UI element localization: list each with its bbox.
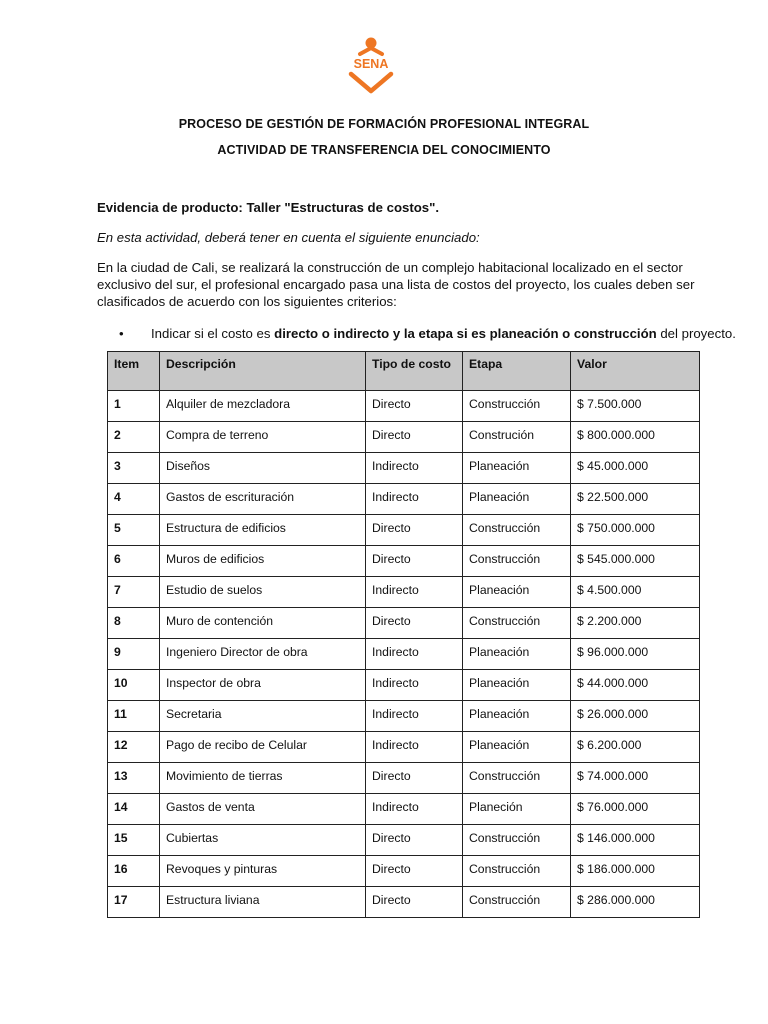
table-row (108, 887, 700, 918)
cell-item: 1 (108, 391, 160, 422)
cell-stage: Construcción (463, 515, 571, 546)
cell-item: 3 (108, 453, 160, 484)
cell-stage: Construcción (463, 546, 571, 577)
table-row (108, 422, 700, 453)
cell-value: $ 146.000.000 (571, 825, 700, 856)
cell-stage: Construcción (463, 763, 571, 794)
cell-cost-type: Indirecto (366, 577, 463, 608)
cell-description: Gastos de venta (160, 794, 366, 825)
cell-description: Inspector de obra (160, 670, 366, 701)
bullet-text (151, 325, 736, 342)
cell-description: Secretaria (160, 701, 366, 732)
cell-stage: Planeación (463, 639, 571, 670)
cell-item: 2 (108, 422, 160, 453)
cell-item: 14 (108, 794, 160, 825)
cell-cost-type: Directo (366, 515, 463, 546)
header-stage: Etapa (463, 352, 571, 391)
cell-item: 5 (108, 515, 160, 546)
cell-value: $ 96.000.000 (571, 639, 700, 670)
cell-item: 17 (108, 887, 160, 918)
cell-cost-type: Directo (366, 391, 463, 422)
cell-description: Compra de terreno (160, 422, 366, 453)
cell-value: $ 44.000.000 (571, 670, 700, 701)
cell-stage: Construcción (463, 608, 571, 639)
cell-cost-type: Indirecto (366, 794, 463, 825)
cell-item: 9 (108, 639, 160, 670)
cell-item: 15 (108, 825, 160, 856)
cell-stage: Construcción (463, 856, 571, 887)
cell-value: $ 750.000.000 (571, 515, 700, 546)
table-header-row (108, 352, 700, 391)
table-row (108, 856, 700, 887)
cell-description: Gastos de escrituración (160, 484, 366, 515)
cell-description: Estructura liviana (160, 887, 366, 918)
cell-description: Alquiler de mezcladora (160, 391, 366, 422)
cell-cost-type: Directo (366, 856, 463, 887)
cell-cost-type: Indirecto (366, 453, 463, 484)
cell-stage: Construción (463, 422, 571, 453)
cell-item: 12 (108, 732, 160, 763)
cell-cost-type: Directo (366, 887, 463, 918)
cell-cost-type: Directo (366, 608, 463, 639)
cell-stage: Construcción (463, 825, 571, 856)
cell-value: $ 2.200.000 (571, 608, 700, 639)
table-row (108, 763, 700, 794)
cell-description: Movimiento de tierras (160, 763, 366, 794)
cell-description: Pago de recibo de Celular (160, 732, 366, 763)
table-row (108, 515, 700, 546)
bullet-icon: • (119, 326, 124, 341)
table-row (108, 825, 700, 856)
table-row (108, 577, 700, 608)
table-row (108, 391, 700, 422)
cell-description: Ingeniero Director de obra (160, 639, 366, 670)
intro-text: En esta actividad, deberá tener en cuenta el siguiente enunciado: (97, 230, 480, 245)
cell-value: $ 74.000.000 (571, 763, 700, 794)
cell-description: Diseños (160, 453, 366, 484)
evidence-heading: Evidencia de producto: Taller "Estructuras de costos". (97, 200, 440, 215)
case-description: En la ciudad de Cali, se realizará la construcción de un complejo habitacional localizado en el sector exclusivo del sur, el profesional encargado pasa una lista de costos del proyecto, los cuales deben ser clasificados de acuerdo con los siguientes criterios: (97, 260, 695, 309)
table-row (108, 701, 700, 732)
cell-item: 6 (108, 546, 160, 577)
cell-item: 8 (108, 608, 160, 639)
cell-item: 7 (108, 577, 160, 608)
cell-description: Muro de contención (160, 608, 366, 639)
bullet-text-post: del proyecto. (656, 326, 736, 341)
cell-description: Estructura de edificios (160, 515, 366, 546)
bullet-text-pre: Indicar si el costo es (151, 326, 275, 341)
table-body (108, 391, 700, 918)
cell-value: $ 7.500.000 (571, 391, 700, 422)
cell-cost-type: Directo (366, 546, 463, 577)
header-cost-type: Tipo de costo (366, 352, 463, 391)
cell-description: Muros de edificios (160, 546, 366, 577)
header-item: Item (108, 352, 160, 391)
cell-stage: Construcción (463, 391, 571, 422)
table-row (108, 484, 700, 515)
cell-value: $ 76.000.000 (571, 794, 700, 825)
cell-value: $ 186.000.000 (571, 856, 700, 887)
cell-value: $ 6.200.000 (571, 732, 700, 763)
cell-item: 16 (108, 856, 160, 887)
table-row (108, 639, 700, 670)
cell-description: Cubiertas (160, 825, 366, 856)
cell-stage: Planeación (463, 670, 571, 701)
cell-cost-type: Indirecto (366, 670, 463, 701)
table-row (108, 608, 700, 639)
table-row (108, 453, 700, 484)
cell-value: $ 800.000.000 (571, 422, 700, 453)
cell-stage: Planeación (463, 484, 571, 515)
cell-value: $ 545.000.000 (571, 546, 700, 577)
cell-cost-type: Directo (366, 825, 463, 856)
header-description: Descripción (160, 352, 366, 391)
table-row (108, 794, 700, 825)
cell-cost-type: Indirecto (366, 639, 463, 670)
cell-cost-type: Indirecto (366, 701, 463, 732)
cell-stage: Planeación (463, 701, 571, 732)
document-subtitle: ACTIVIDAD DE TRANSFERENCIA DEL CONOCIMIENTO (217, 143, 551, 157)
bullet-text-bold: directo o indirecto y la etapa si es planeación o construcción (274, 326, 657, 341)
cost-table (107, 351, 700, 918)
document-title: PROCESO DE GESTIÓN DE FORMACIÓN PROFESIONAL INTEGRAL (178, 117, 590, 131)
cell-cost-type: Directo (366, 763, 463, 794)
cell-item: 10 (108, 670, 160, 701)
cell-stage: Planeación (463, 732, 571, 763)
cell-item: 13 (108, 763, 160, 794)
cell-description: Revoques y pinturas (160, 856, 366, 887)
cell-value: $ 4.500.000 (571, 577, 700, 608)
cell-stage: Planeación (463, 577, 571, 608)
cell-cost-type: Indirecto (366, 484, 463, 515)
cell-value: $ 26.000.000 (571, 701, 700, 732)
table-row (108, 732, 700, 763)
cell-cost-type: Directo (366, 422, 463, 453)
cell-stage: Planeación (463, 453, 571, 484)
cell-cost-type: Indirecto (366, 732, 463, 763)
cell-value: $ 45.000.000 (571, 453, 700, 484)
cell-item: 4 (108, 484, 160, 515)
table-row (108, 670, 700, 701)
cell-stage: Planeción (463, 794, 571, 825)
cell-value: $ 286.000.000 (571, 887, 700, 918)
logo-text: SENA (353, 57, 389, 71)
cell-item: 11 (108, 701, 160, 732)
table-row (108, 546, 700, 577)
cell-stage: Construcción (463, 887, 571, 918)
sena-logo-icon (342, 36, 400, 94)
cell-description: Estudio de suelos (160, 577, 366, 608)
cell-value: $ 22.500.000 (571, 484, 700, 515)
header-value: Valor (571, 352, 700, 391)
